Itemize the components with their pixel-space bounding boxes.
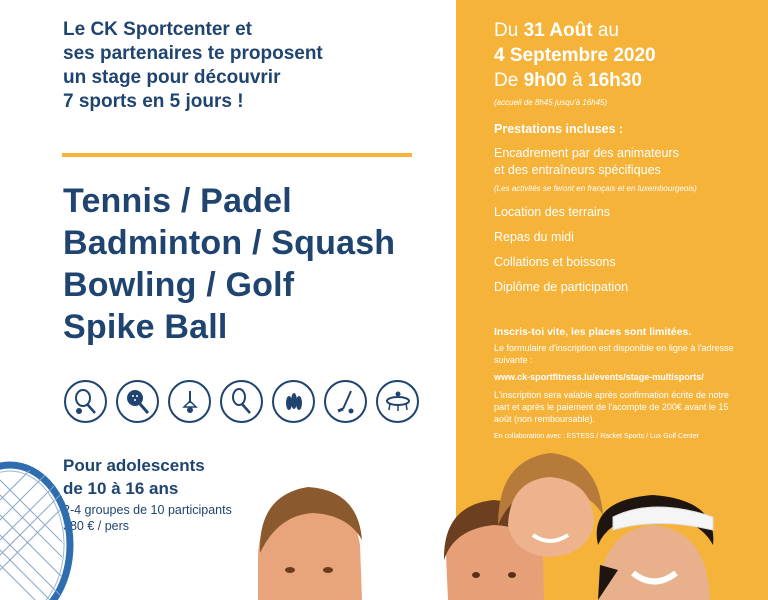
audience-details — [63, 502, 232, 534]
date-prefix: Du — [494, 20, 519, 41]
sport-line: Bowling / Golf — [63, 266, 295, 304]
time-connector: à — [572, 70, 583, 91]
tennis-racket-image — [0, 455, 85, 600]
tennis-icon — [64, 380, 107, 423]
kids-photo — [258, 445, 768, 600]
intro-line: 7 sports en 5 jours ! — [63, 91, 244, 112]
audience-line: de 10 à 16 ans — [63, 479, 179, 498]
orange-divider — [62, 153, 412, 157]
welcome-hours: (accueil de 8h45 jusqu'à 16h45) — [494, 98, 608, 107]
date-connector: au — [597, 20, 619, 41]
squash-icon — [220, 380, 263, 423]
time-prefix: De — [494, 70, 519, 91]
intro-line: un stage pour découvrir — [63, 67, 281, 88]
bowling-icon — [272, 380, 315, 423]
audience-line: Pour adolescents — [63, 456, 205, 475]
registration-url[interactable]: www.ck-sportfitness.lu/events/stage-multisports/ — [494, 372, 704, 382]
sport-icons-row — [64, 380, 419, 423]
intro-line: ses partenaires te proposent — [63, 43, 323, 64]
schedule-block — [494, 18, 656, 93]
prestation-item: Collations et boissons — [494, 255, 616, 269]
end-date: 4 Septembre 2020 — [494, 45, 656, 66]
intro-text — [63, 18, 403, 114]
registration-validity-text: L'inscription sera valable après confirmation écrite de notre part et après le paiement de l'acompte de 200€ avant le 15 août (non remboursable). — [494, 390, 729, 424]
sports-list — [63, 180, 395, 348]
prestations-title: Prestations incluses : — [494, 122, 624, 136]
start-date: 31 Août — [523, 20, 593, 41]
sport-line: Spike Ball — [63, 308, 228, 346]
language-note: (Les activités se feront en français et en luxembourgeois) — [494, 184, 697, 193]
prestation-item: Diplôme de participation — [494, 280, 629, 294]
groups-text: 2-4 groupes de 10 participants — [63, 503, 232, 517]
end-time: 16h30 — [588, 70, 642, 91]
prestation-item: Encadrement par des animateurs — [494, 146, 679, 160]
golf-icon — [324, 380, 367, 423]
padel-icon — [116, 380, 159, 423]
price-text: 380 € / pers — [63, 519, 130, 533]
spikeball-icon — [376, 380, 419, 423]
intro-line: Le CK Sportcenter et — [63, 19, 252, 40]
prestation-item: Repas du midi — [494, 230, 574, 244]
collaboration-text: En collaboration avec : ESTESS / Racket Sports / Lux Golf Center — [494, 433, 700, 440]
prestation-item: et des entraîneurs spécifiques — [494, 163, 661, 177]
sport-line: Tennis / Padel — [63, 182, 292, 220]
registration-form-text: Le formulaire d'inscription est disponible en ligne à l'adresse suivante : — [494, 343, 734, 365]
registration-title: Inscris-toi vite, les places sont limitées. — [494, 326, 692, 338]
sport-line: Badminton / Squash — [63, 224, 396, 262]
badminton-icon — [168, 380, 211, 423]
start-time: 9h00 — [523, 70, 567, 91]
prestation-item: Location des terrains — [494, 205, 611, 219]
